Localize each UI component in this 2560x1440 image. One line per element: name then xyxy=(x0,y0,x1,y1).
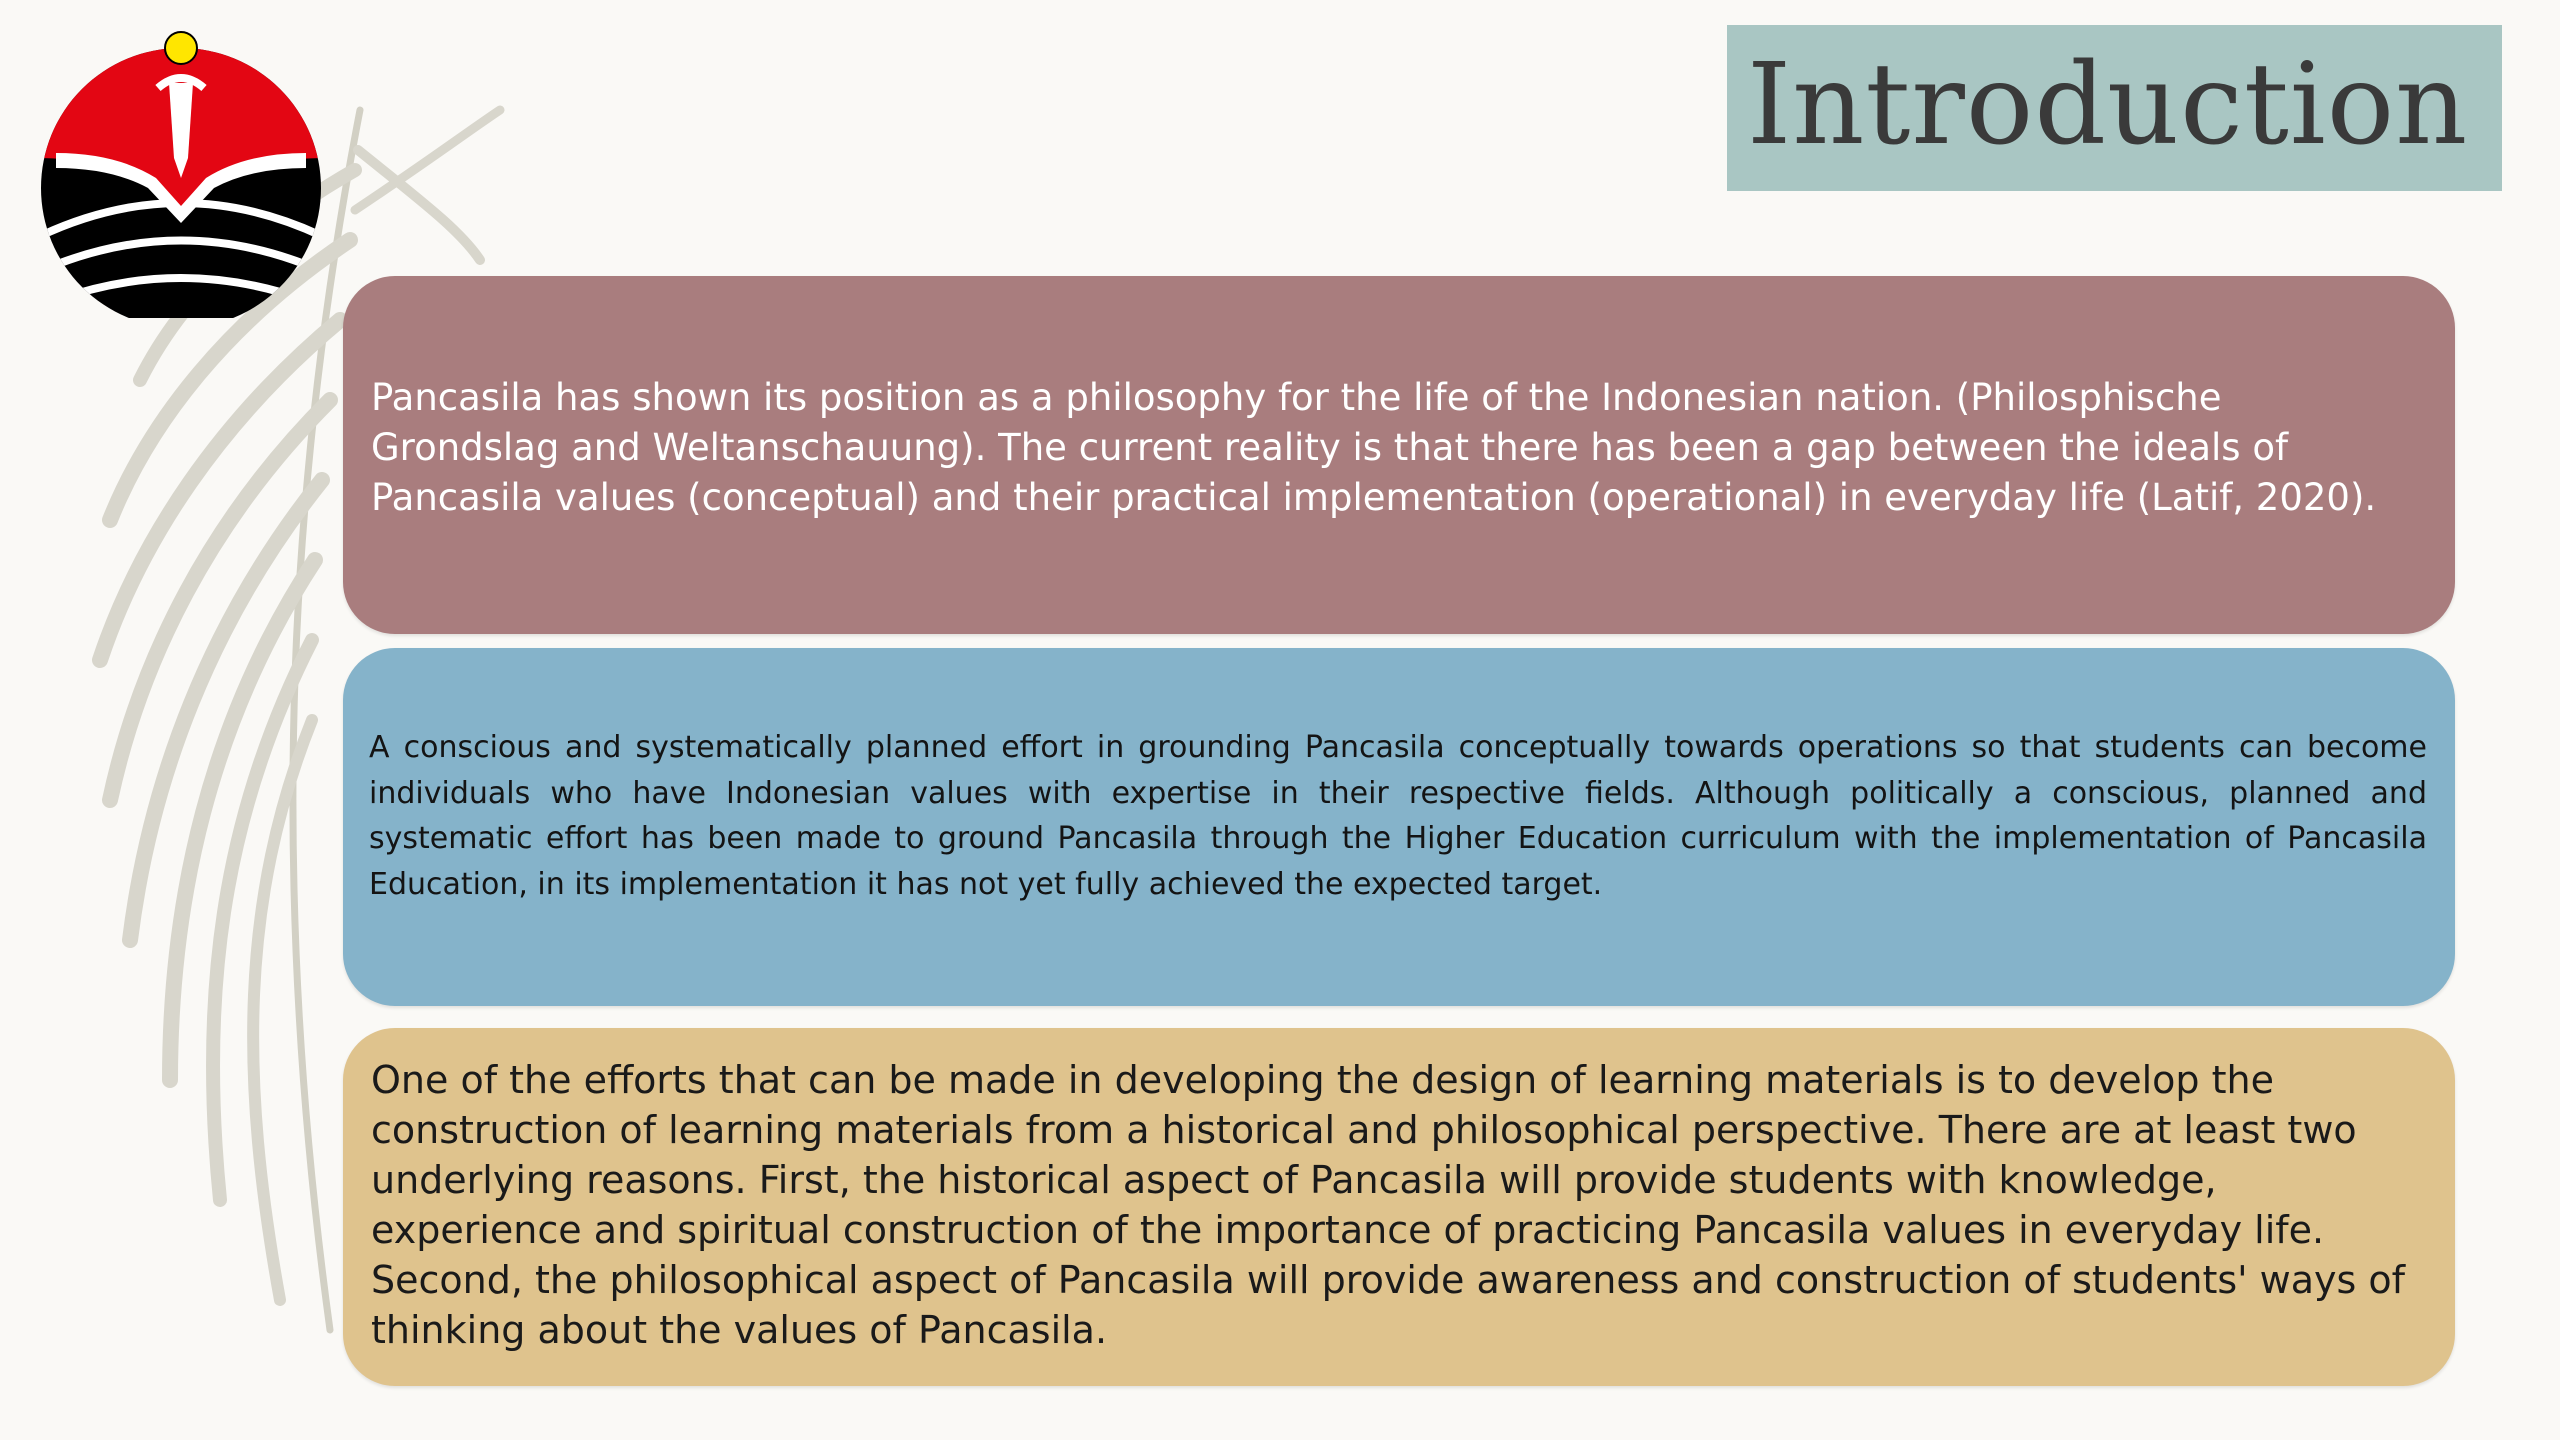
content-card-3 xyxy=(343,1028,2455,1386)
card-1-text: Pancasila has shown its position as a philosophy for the life of the Indonesian nation. (Philosphische Grondslag and Weltanschauung). The current reality is that there has been a gap between the ideals of Pancasila values (conceptual) and their practical implementation (operational) in everyday life (Latif, 2020). xyxy=(371,376,2377,519)
title-box xyxy=(1727,25,2502,191)
card-2-text: A conscious and systematically planned effort in grounding Pancasila conceptually towards operations so that students can become individuals who have Indonesian values with expertise in their respective fields. Although politically a conscious, planned and systematic effort has been made to ground Pancasila through the Higher Education curriculum with the implementation of Pancasila Education, in its implementation it has not yet fully achieved the expected target. xyxy=(369,730,2427,902)
content-card-1 xyxy=(343,276,2455,634)
card-3-text: One of the efforts that can be made in developing the design of learning materials is to develop the construction of learning materials from a historical and philosophical perspective. There are at least two underlying reasons. First, the historical aspect of Pancasila will provide students with knowledge, experience and spiritual construction of the importance of practicing Pancasila values in everyday life. Second, the philosophical aspect of Pancasila will provide awareness and construction of students' ways of thinking about the values of Pancasila. xyxy=(371,1058,2406,1352)
university-logo xyxy=(36,28,326,318)
slide-title: Introduction xyxy=(1747,40,2469,170)
content-card-2 xyxy=(343,648,2455,1006)
